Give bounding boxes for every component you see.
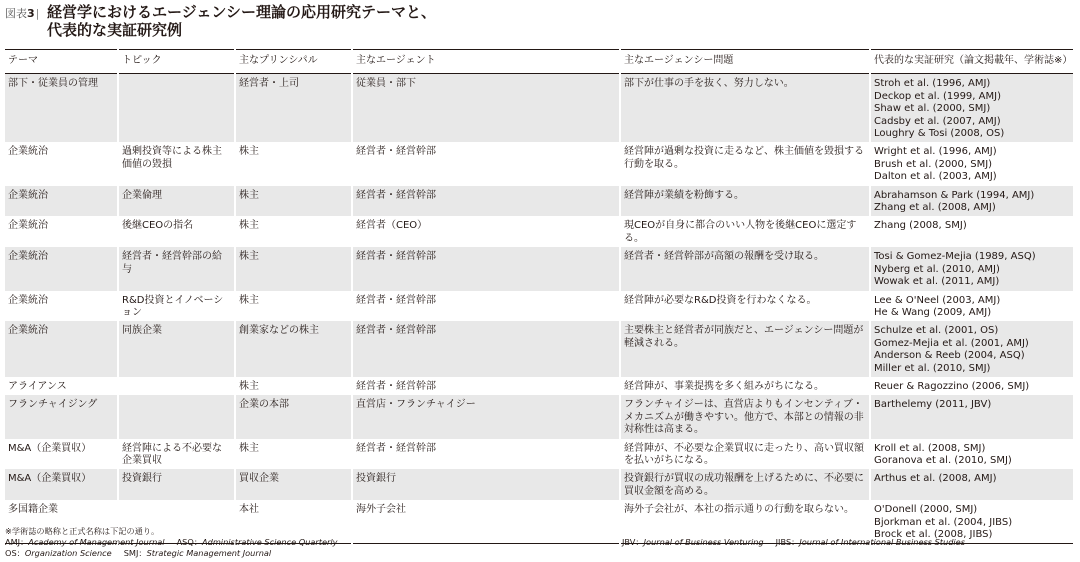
study-citation: Miller et al. (2010, SMJ) — [874, 362, 991, 374]
principal-cell: 株主 — [235, 142, 352, 185]
theme-cell: 企業統治 — [5, 291, 118, 322]
table-row — [5, 395, 1073, 438]
agent-cell: 経営者・経営幹部 — [352, 291, 620, 322]
studies-cell — [870, 216, 1073, 247]
footnote-note: ※学術誌の略称と正式名称は下記の通り。 — [5, 526, 160, 536]
study-citation: Anderson & Reeb (2004, ASQ) — [874, 350, 1025, 362]
study-citation: Kroll et al. (2008, SMJ) — [874, 442, 986, 454]
study-citation: Nyberg et al. (2010, AMJ) — [874, 263, 1000, 275]
problem-cell: 部下が仕事の手を抜く、努力しない。 — [620, 74, 870, 143]
title-line-2: 代表的な実証研究例 — [47, 21, 183, 39]
agent-cell: 経営者・経営幹部 — [352, 321, 620, 377]
studies-cell — [870, 469, 1073, 500]
study-citation: Goranova et al. (2010, SMJ) — [874, 454, 1012, 466]
theme-cell: M&A（企業買収） — [5, 439, 118, 470]
theme-cell: 企業統治 — [5, 216, 118, 247]
footnote-line-2: OS：Organization Science SMJ：Strategic Management Journal — [5, 548, 272, 558]
table-row — [5, 321, 1073, 377]
topic-cell: 過剰投資等による株主価値の毀損 — [118, 142, 235, 185]
study-citation: Lee & O'Neel (2003, AMJ) — [874, 294, 1001, 306]
topic-cell: 企業倫理 — [118, 186, 235, 217]
problem-cell: 経営陣が業績を粉飾する。 — [620, 186, 870, 217]
theme-cell: 企業統治 — [5, 186, 118, 217]
header-theme: テーマ — [5, 50, 118, 74]
theme-cell: 企業統治 — [5, 142, 118, 185]
theme-cell: アライアンス — [5, 377, 118, 395]
footnote-line-1: AMJ：Academy of Management Journal ASQ：Administrative Science Quarterly — [5, 537, 338, 547]
agent-cell: 海外子会社 — [352, 500, 620, 544]
study-citation: Zhang (2008, SMJ) — [874, 220, 967, 232]
principal-cell: 株主 — [235, 216, 352, 247]
studies-cell — [870, 74, 1073, 143]
study-citation: Dalton et al. (2003, AMJ) — [874, 171, 997, 183]
agent-cell: 直営店・フランチャイジー — [352, 395, 620, 438]
study-citation: Reuer & Ragozzino (2006, SMJ) — [874, 380, 1030, 392]
study-citation: Loughry & Tosi (2008, OS) — [874, 128, 1005, 140]
topic-cell: 経営者・経営幹部の給与 — [118, 247, 235, 290]
topic-cell: 後継CEOの指名 — [118, 216, 235, 247]
table-row — [5, 247, 1073, 290]
study-citation: Cadsby et al. (2007, AMJ) — [874, 115, 1001, 127]
figure-title — [47, 3, 436, 39]
studies-cell — [870, 395, 1073, 438]
header-principal: 主なプリンシパル — [235, 50, 352, 74]
study-citation: Wright et al. (1996, AMJ) — [874, 146, 997, 158]
studies-cell — [870, 291, 1073, 322]
topic-cell: 同族企業 — [118, 321, 235, 377]
studies-cell — [870, 321, 1073, 377]
table-row — [5, 469, 1073, 500]
problem-cell: 経営者・経営幹部が高額の報酬を受け取る。 — [620, 247, 870, 290]
header-studies: 代表的な実証研究（論文掲載年、学術誌※） — [870, 50, 1073, 74]
theme-cell: 企業統治 — [5, 321, 118, 377]
problem-cell: 経営陣が、不必要な企業買収に走ったり、高い買収額を払いがちになる。 — [620, 439, 870, 470]
theme-cell: フランチャイジング — [5, 395, 118, 438]
principal-cell: 企業の本部 — [235, 395, 352, 438]
figure-label: 図表3| — [5, 7, 40, 20]
header-problem: 主なエージェンシー問題 — [620, 50, 870, 74]
research-table — [5, 49, 1073, 544]
principal-cell: 本社 — [235, 500, 352, 544]
problem-cell: 主要株主と経営者が同族だと、エージェンシー問題が軽減される。 — [620, 321, 870, 377]
table-row — [5, 142, 1073, 185]
study-citation: Brock et al. (2008, JIBS) — [874, 529, 993, 540]
footnote-block-left — [5, 526, 337, 559]
studies-cell — [870, 186, 1073, 217]
problem-cell: 経営陣が過剰な投資に走るなど、株主価値を毀損する行動を取る。 — [620, 142, 870, 185]
problem-cell: 経営陣が、事業提携を多く組みがちになる。 — [620, 377, 870, 395]
study-citation: Schulze et al. (2001, OS) — [874, 325, 999, 337]
problem-cell: 経営陣が必要なR&D投資を行わなくなる。 — [620, 291, 870, 322]
principal-cell: 創業家などの株主 — [235, 321, 352, 377]
principal-cell: 経営者・上司 — [235, 74, 352, 143]
agent-cell: 経営者・経営幹部 — [352, 247, 620, 290]
theme-cell: M&A（企業買収） — [5, 469, 118, 500]
table-row — [5, 291, 1073, 322]
principal-cell: 株主 — [235, 247, 352, 290]
study-citation: Zhang et al. (2008, AMJ) — [874, 202, 996, 214]
problem-cell: 現CEOが自身に都合のいい人物を後継CEOに選定する。 — [620, 216, 870, 247]
principal-cell: 株主 — [235, 186, 352, 217]
principal-cell: 株主 — [235, 439, 352, 470]
studies-cell — [870, 247, 1073, 290]
agent-cell: 経営者（CEO） — [352, 216, 620, 247]
title-line-1: 経営学におけるエージェンシー理論の応用研究テーマと、 — [47, 3, 437, 21]
study-citation: Tosi & Gomez-Mejia (1989, ASQ) — [874, 251, 1036, 263]
study-citation: Brush et al. (2000, SMJ) — [874, 158, 993, 170]
problem-cell: 海外子会社が、本社の指示通りの行動を取らない。 — [620, 500, 870, 544]
topic-cell — [118, 377, 235, 395]
theme-cell: 部下・従業員の管理 — [5, 74, 118, 143]
studies-cell — [870, 439, 1073, 470]
studies-cell — [870, 142, 1073, 185]
table-row — [5, 186, 1073, 217]
table-row — [5, 74, 1073, 143]
study-citation: Barthelemy (2011, JBV) — [874, 399, 992, 411]
study-citation: Stroh et al. (1996, AMJ) — [874, 78, 991, 90]
topic-cell: 投資銀行 — [118, 469, 235, 500]
theme-cell: 多国籍企業 — [5, 500, 118, 544]
study-citation: Gomez-Mejia et al. (2001, AMJ) — [874, 337, 1029, 349]
study-citation: O'Donell (2000, SMJ) — [874, 504, 978, 516]
problem-cell: 投資銀行が買収の成功報酬を上げるために、不必要に買収金額を高める。 — [620, 469, 870, 500]
table-row — [5, 377, 1073, 395]
studies-cell — [870, 377, 1073, 395]
topic-cell — [118, 74, 235, 143]
agent-cell: 経営者・経営幹部 — [352, 186, 620, 217]
study-citation: Arthus et al. (2008, AMJ) — [874, 473, 997, 485]
table-row — [5, 216, 1073, 247]
header-topic: トピック — [118, 50, 235, 74]
principal-cell: 株主 — [235, 291, 352, 322]
theme-cell: 企業統治 — [5, 247, 118, 290]
topic-cell — [118, 395, 235, 438]
agent-cell: 経営者・経営幹部 — [352, 142, 620, 185]
agent-cell: 経営者・経営幹部 — [352, 439, 620, 470]
study-citation: Deckop et al. (1999, AMJ) — [874, 90, 1001, 102]
study-citation: Bjorkman et al. (2004, JIBS) — [874, 516, 1013, 528]
topic-cell: R&D投資とイノベーション — [118, 291, 235, 322]
agent-cell: 投資銀行 — [352, 469, 620, 500]
study-citation: He & Wang (2009, AMJ) — [874, 306, 992, 318]
header-agent: 主なエージェント — [352, 50, 620, 74]
topic-cell: 経営陣による不必要な企業買収 — [118, 439, 235, 470]
footnote-block-right: JBV：Journal of Business Venturing JIBS：Journal of International Business Studies — [622, 537, 965, 547]
agent-cell: 経営者・経営幹部 — [352, 377, 620, 395]
agent-cell: 従業員・部下 — [352, 74, 620, 143]
study-citation: Abrahamson & Park (1994, AMJ) — [874, 189, 1035, 201]
table-header-row — [5, 50, 1073, 74]
study-citation: Shaw et al. (2000, SMJ) — [874, 103, 991, 115]
principal-cell: 株主 — [235, 377, 352, 395]
study-citation: Wowak et al. (2011, AMJ) — [874, 276, 1000, 288]
principal-cell: 買収企業 — [235, 469, 352, 500]
table-row — [5, 439, 1073, 470]
table-body — [5, 74, 1073, 544]
problem-cell: フランチャイジーは、直営店よりもインセンティブ・メカニズムが働きやすい。他方で、本部との情報の非対称性は高まる。 — [620, 395, 870, 438]
